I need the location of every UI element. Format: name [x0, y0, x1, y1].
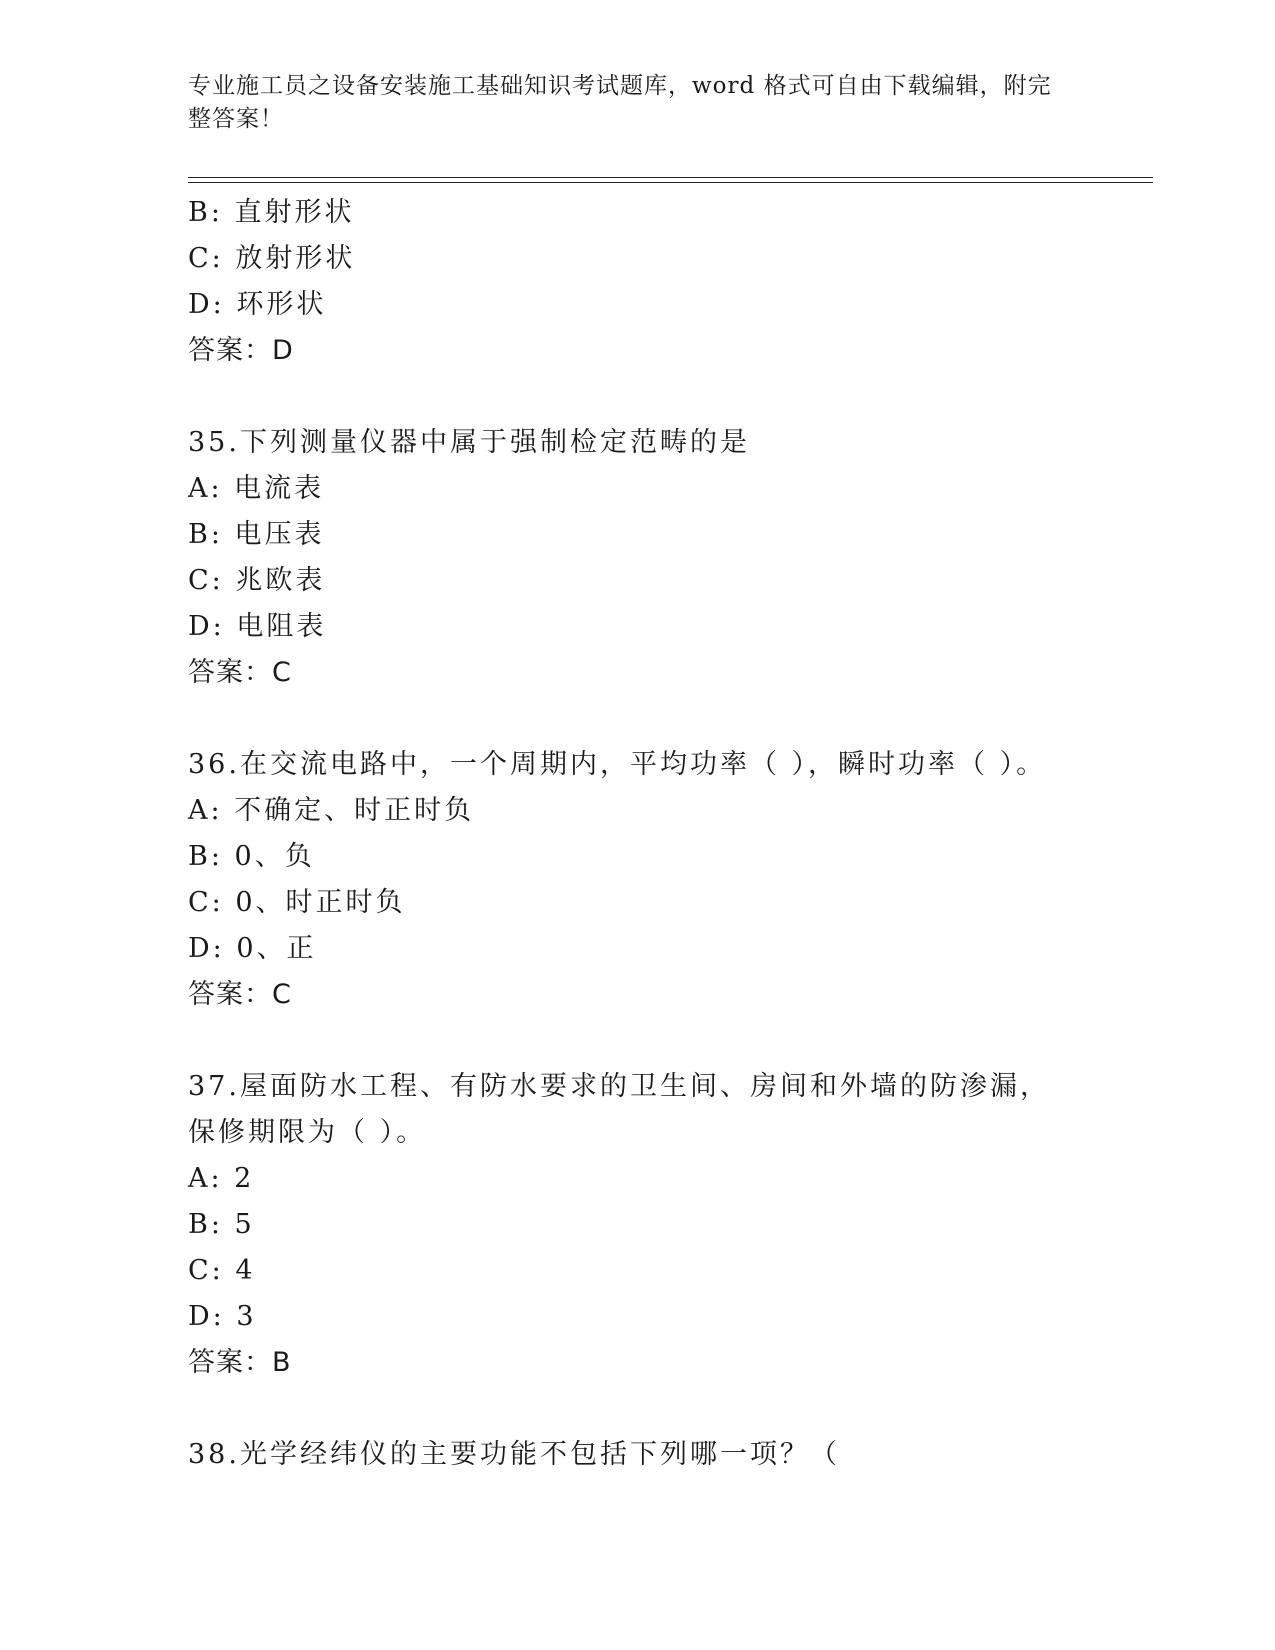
option-b: B: 0、负: [188, 841, 315, 872]
document-header: 专业施工员之设备安装施工基础知识考试题库，word 格式可自由下载编辑，附完整答案！: [188, 73, 1052, 132]
option-a: A: 2: [188, 1163, 255, 1194]
answer: 答案：C: [188, 657, 292, 688]
spacer: [188, 696, 1088, 742]
question-35: [188, 420, 1088, 696]
answer: 答案：B: [188, 1347, 292, 1378]
question-stem: 36.在交流电路中，一个周期内，平均功率（ ），瞬时功率（ ）。: [188, 749, 1047, 780]
question-34-continued: [188, 190, 1088, 374]
answer: 答案：C: [188, 979, 292, 1010]
option-a: A: 电流表: [188, 473, 325, 504]
question-37: [188, 1064, 1088, 1386]
option-d: D: 3: [188, 1301, 257, 1332]
option-c: C: 兆欧表: [188, 565, 326, 596]
option-d: D: 电阻表: [188, 611, 327, 642]
question-stem: 35.下列测量仪器中属于强制检定范畴的是: [188, 427, 750, 458]
option-c: C: 0、时正时负: [188, 887, 406, 918]
option-d: D: 0、正: [188, 933, 317, 964]
option-c: C: 4: [188, 1255, 256, 1286]
question-36: [188, 742, 1088, 1018]
option-b: B: 电压表: [188, 519, 325, 550]
option-a: A: 不确定、时正时负: [188, 795, 475, 826]
header-divider-bottom: [188, 182, 1153, 183]
option-b: B: 直射形状: [188, 197, 355, 228]
question-list: [188, 190, 1088, 1478]
question-38: [188, 1432, 1088, 1478]
spacer: [188, 1386, 1088, 1432]
answer: 答案：D: [188, 335, 294, 366]
spacer: [188, 1018, 1088, 1064]
spacer: [188, 374, 1088, 420]
header-divider-top: [188, 177, 1153, 178]
option-d: D: 环形状: [188, 289, 327, 320]
question-stem: 38.光学经纬仪的主要功能不包括下列哪一项？（: [188, 1439, 840, 1470]
option-b: B: 5: [188, 1209, 255, 1240]
question-stem: 37.屋面防水工程、有防水要求的卫生间、房间和外墙的防渗漏，保修期限为（ ）。: [188, 1071, 1050, 1148]
option-c: C: 放射形状: [188, 243, 356, 274]
